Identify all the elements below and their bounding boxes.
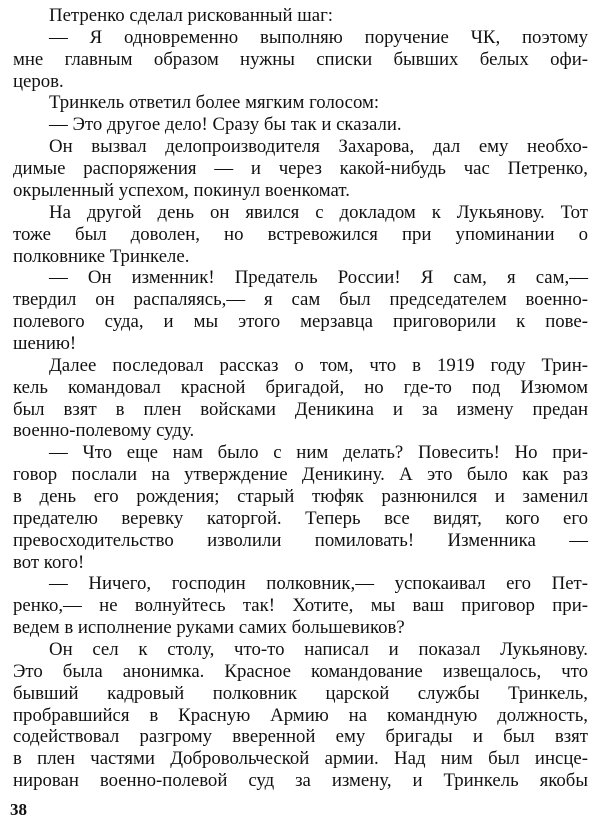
text-line: димые распоряжения — и через какой-нибудь час Петренко, bbox=[13, 158, 588, 179]
text-line: — Что еще нам было с ним делать? Повесить! Но при- bbox=[49, 442, 588, 464]
text-line: твердил он распаляясь,— я сам был председателем военно- bbox=[13, 289, 588, 311]
text-line: тоже был доволен, но встревожился при упоминании о bbox=[13, 223, 588, 245]
text-line: ренко,— не волнуйтесь так! Хотите, мы ваш приговор при- bbox=[13, 595, 588, 617]
text-line: Это была анонимка. Красное командование извещалось, что bbox=[13, 660, 588, 682]
page-number: 38 bbox=[10, 800, 27, 819]
text-line: окрыленный успехом, покинул военкомат. bbox=[13, 179, 350, 201]
text-line: Далее последовал рассказ о том, что в 1919 году Трин- bbox=[49, 354, 588, 376]
text-line: вот кого! bbox=[13, 551, 85, 573]
text-line: пробравшийся в Красную Армию на командную должность, bbox=[13, 704, 588, 726]
text-line: На другой день он явился с докладом к Лукьянову. Тот bbox=[49, 201, 588, 223]
text-line: церов. bbox=[13, 70, 64, 92]
text-line: — Ничего, господин полковник,— успокаивал его Пет- bbox=[49, 573, 588, 595]
text-line: Петренко сделал рискованный шаг: bbox=[49, 5, 334, 26]
text-line: — Это другое дело! Сразу бы так и сказали. bbox=[49, 114, 402, 136]
text-line: был взят в плен войсками Деникина и за измену предан bbox=[13, 398, 588, 420]
text-line: военно-полевому суду. bbox=[13, 420, 195, 442]
text-line: — Я одновременно выполняю поручение ЧК, поэтому bbox=[49, 26, 588, 48]
text-line: нирован военно-полевой суд за измену, и Тринкель якобы bbox=[13, 770, 588, 792]
text-line: содействовал разгрому вверенной ему бригады и был взят bbox=[13, 726, 588, 748]
text-line: в день его рождения; старый тюфяк разнюнился и заменил bbox=[13, 485, 588, 507]
text-line: Он вызвал делопроизводителя Захарова, дал ему необхо- bbox=[49, 136, 588, 158]
text-line: мне главным образом нужны списки бывших белых офи- bbox=[13, 48, 588, 70]
text-line: предателю веревку каторгой. Теперь все видят, кого его bbox=[13, 507, 588, 529]
text-line: — Он изменник! Предатель России! Я сам, я сам,— bbox=[49, 267, 588, 289]
text-line: полевого суда, и мы этого мерзавца приговорили к пове- bbox=[13, 311, 588, 333]
text-line: Он сел к столу, что-то написал и показал Лукьянову. bbox=[49, 639, 588, 660]
text-line: полковнике Тринкеле. bbox=[13, 245, 190, 267]
text-line: в плен частями Добровольческой армии. Над ним был инсце- bbox=[13, 748, 588, 770]
text-line: бывший кадровый полковник царской службы Тринкель, bbox=[13, 682, 588, 704]
text-line: кель командовал красной бригадой, но где-то под Изюмом bbox=[13, 376, 588, 398]
text-line: шению! bbox=[13, 332, 77, 354]
text-line: говор послали на утверждение Деникину. А это было как раз bbox=[13, 464, 588, 486]
text-line: ведем в исполнение руками самих большевиков? bbox=[13, 617, 405, 639]
text-line: превосходительство изволили помиловать! Изменника — bbox=[13, 529, 588, 551]
text-line: Тринкель ответил более мягким голосом: bbox=[49, 92, 380, 114]
